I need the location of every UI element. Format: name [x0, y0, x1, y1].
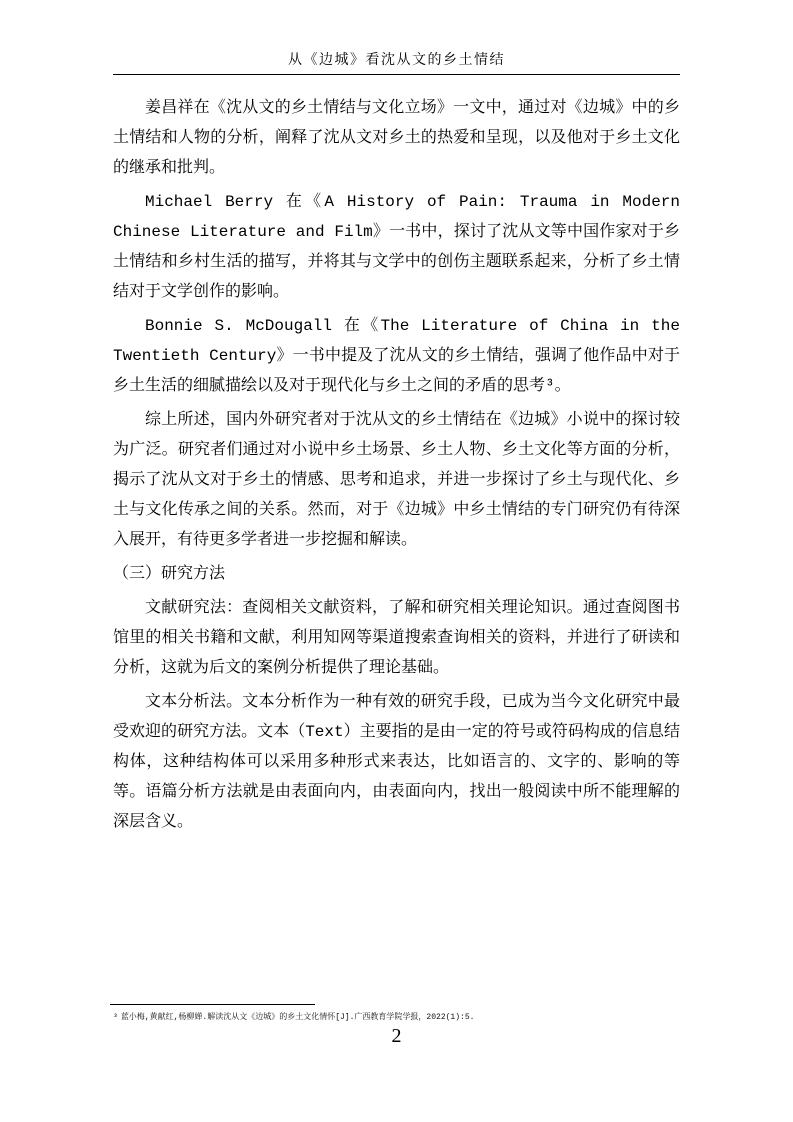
footnote: [113, 1012, 680, 1024]
footnote-marker: ³: [113, 1013, 118, 1022]
page-number-value: 2: [391, 1025, 402, 1047]
body-paragraph-3: Bonnie S. McDougall 在《The Literature of China in the Twentieth Century》一书中提及了沈从文的乡土情结，强调了他作品中对于乡土生活的细腻描绘以及对于现代化与乡土之间的矛盾的思考³。: [113, 317, 680, 395]
body-paragraph-1: 姜昌祥在《沈从文的乡土情结与文化立场》一文中，通过对《边城》中的乡土情结和人物的分析，阐释了沈从文对乡土的热爱和呈现，以及他对于乡土文化的继承和批判。: [113, 99, 680, 177]
document-body: [113, 93, 680, 841]
body-paragraph-2: Michael Berry 在《A History of Pain: Trauma in Modern Chinese Literature and Film》一书中，探讨了沈从文等中国作家对于乡土情结和乡村生活的描写，并将其与文学中的创伤主题联系起来，分析了乡土情结对于文学创作的影响。: [113, 193, 680, 301]
page-number: [0, 1025, 793, 1047]
page-header: [113, 53, 680, 75]
footnote-text: 蓝小梅,黄献红,杨柳婵.解读沈从文《边城》的乡土文化情怀[J].广西教育学院学报，2022(1):5.: [120, 1013, 475, 1022]
header-title: 从《边城》看沈从文的乡土情结: [288, 53, 505, 69]
footnote-separator: [110, 1004, 315, 1005]
section-heading-research-methods: （三）研究方法: [113, 565, 226, 583]
body-paragraph-4: 综上所述，国内外研究者对于沈从文的乡土情结在《边城》小说中的探讨较为广泛。研究者们通过对小说中乡土场景、乡土人物、乡土文化等方面的分析，揭示了沈从文对于乡土的情感、思考和追求，并进一步探讨了乡土与现代化、乡土与文化传承之间的关系。然而，对于《边城》中乡土情结的专门研究仍有待深入展开，有待更多学者进一步挖掘和解读。: [113, 411, 680, 549]
body-paragraph-6: 文本分析法。文本分析作为一种有效的研究手段，已成为当今文化研究中最受欢迎的研究方法。文本（Text）主要指的是由一定的符号或符码构成的信息结构体，这种结构体可以采用多种形式来表达，比如语言的、文字的、影响的等等。语篇分析方法就是由表面向内，由表面向内，找出一般阅读中所不能理解的深层含义。: [113, 693, 680, 831]
body-paragraph-5: 文献研究法：查阅相关文献资料，了解和研究相关理论知识。通过查阅图书馆里的相关书籍和文献，利用知网等渠道搜索查询相关的资料，并进行了研读和分析，这就为后文的案例分析提供了理论基础。: [113, 599, 680, 677]
